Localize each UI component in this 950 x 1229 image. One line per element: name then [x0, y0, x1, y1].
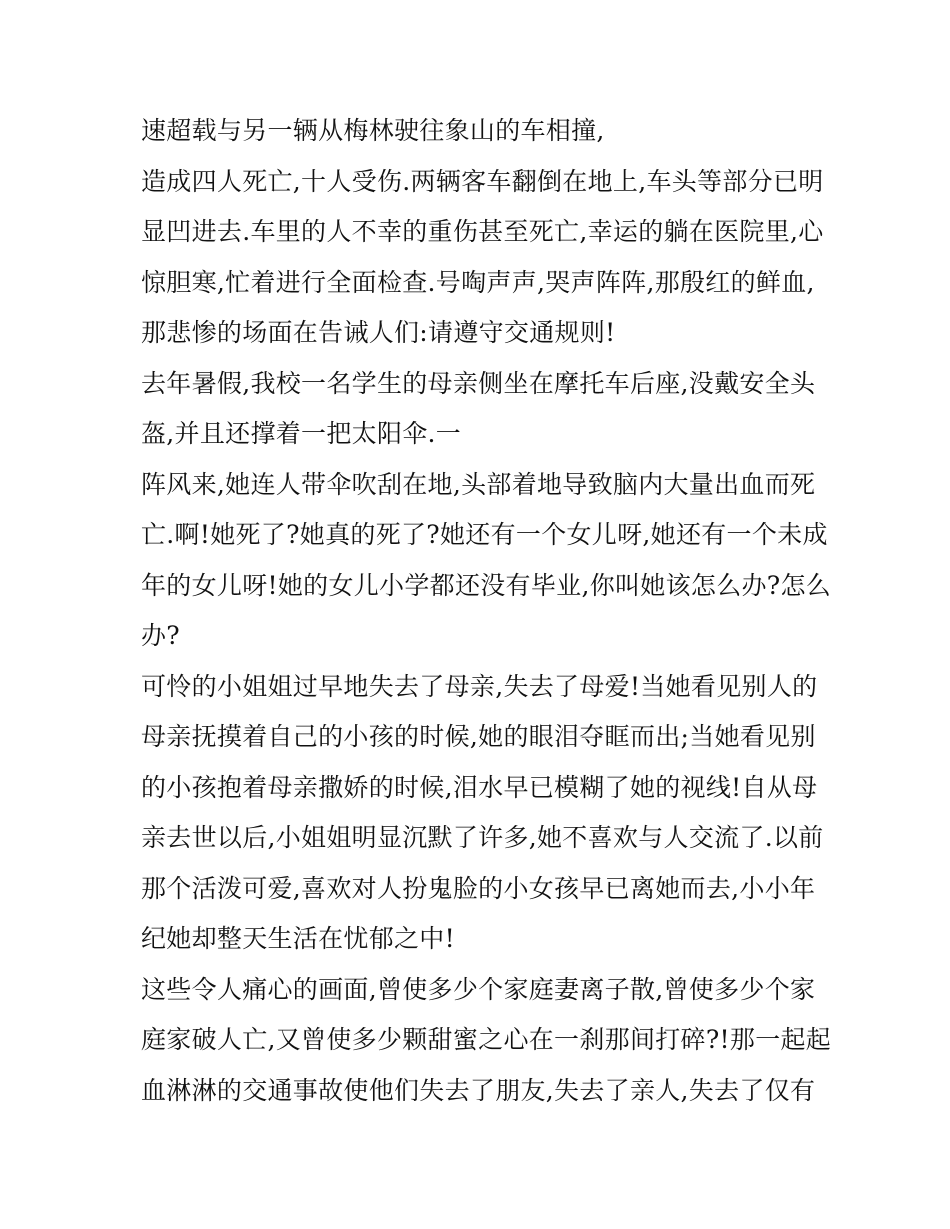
text-line: 母亲抚摸着自己的小孩的时候,她的眼泪夺眶而出;当她看见别 — [141, 722, 816, 751]
text-line: 庭家破人亡,又曾使多少颗甜蜜之心在一刹那间打碎?!那一起起 — [141, 1025, 832, 1054]
text-line: 纪她却整天生活在忧郁之中! — [141, 924, 455, 953]
text-line: 去年暑假,我校一名学生的母亲侧坐在摩托车后座,没戴安全头 — [141, 368, 816, 398]
text-line: 这些令人痛心的画面,曾使多少个家庭妻离子散,曾使多少个家 — [141, 974, 816, 1004]
text-line: 造成四人死亡,十人受伤.两辆客车翻倒在地上,车头等部分已明 — [141, 166, 824, 196]
text-line: 阵风来,她连人带伞吹刮在地,头部着地导致脑内大量出血而死 — [141, 469, 816, 499]
text-line: 血淋淋的交通事故使他们失去了朋友,失去了亲人,失去了仅有 — [141, 1075, 816, 1105]
text-line: 亡.啊!她死了?她真的死了?她还有一个女儿呀,她还有一个未成 — [141, 520, 828, 549]
text-line: 那悲惨的场面在告诫人们:请遵守交通规则! — [141, 318, 616, 347]
text-line: 年的女儿呀!她的女儿小学都还没有毕业,你叫她该怎么办?怎么 — [141, 570, 832, 600]
text-line: 速超载与另一辆从梅林驶往象山的车相撞, — [141, 116, 605, 145]
text-line: 那个活泼可爱,喜欢对人扮鬼脸的小女孩早已离她而去,小小年 — [141, 873, 816, 903]
essay-text — [141, 106, 832, 1116]
text-line: 亲去世以后,小姐姐明显沉默了许多,她不喜欢与人交流了.以前 — [141, 823, 824, 852]
text-line: 惊胆寒,忙着进行全面检查.号啕声声,哭声阵阵,那殷红的鲜血, — [141, 267, 815, 297]
text-line: 显凹进去.车里的人不幸的重伤甚至死亡,幸运的躺在医院里,心 — [141, 217, 824, 246]
text-line: 盔,并且还撑着一把太阳伞.一 — [141, 419, 462, 448]
text-line: 办? — [141, 621, 181, 650]
text-line: 可怜的小姐姐过早地失去了母亲,失去了母爱!当她看见别人的 — [141, 671, 818, 701]
text-line: 的小孩抱着母亲撒娇的时候,泪水早已模糊了她的视线!自从母 — [141, 772, 818, 802]
